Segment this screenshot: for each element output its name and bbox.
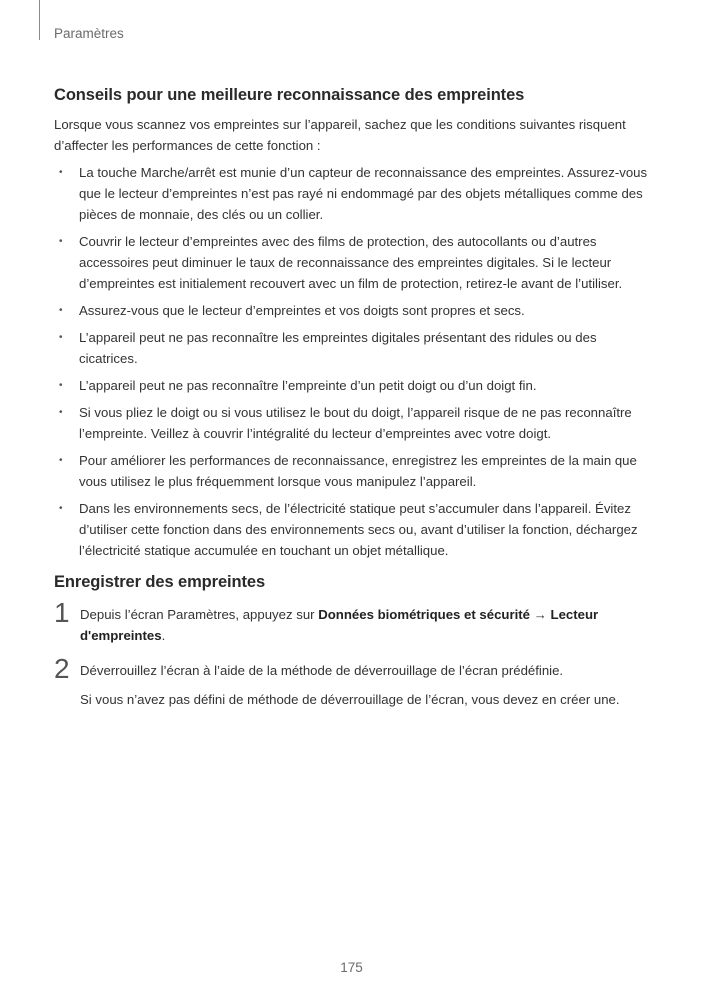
page-header-title: Paramètres: [54, 26, 124, 41]
register-section: [54, 573, 654, 710]
menu-path-biometrics: Données biométriques et sécurité: [318, 607, 531, 622]
bullet-icon: •: [59, 503, 63, 514]
list-item: • Assurez-vous que le lecteur d’empreintes et vos doigts sont propres et secs.: [54, 300, 654, 321]
step-1: [54, 597, 654, 646]
bullet-icon: •: [59, 455, 63, 466]
bullet-icon: •: [59, 407, 63, 418]
menu-path-fingerprint-reader: Lecteur d'empreintes: [80, 607, 599, 643]
bullet-icon: •: [59, 305, 63, 316]
bullet-icon: •: [59, 332, 63, 343]
step-2: [54, 653, 654, 710]
list-item: • La touche Marche/arrêt est munie d’un capteur de reconnaissance des empreintes. Assurez-vous que le lecteur d’empreintes n’est pas rayé ni endommagé par des objets métalliques comme des pièces de monnaie, des clés ou un collier.: [54, 162, 654, 225]
list-item: • L’appareil peut ne pas reconnaître les empreintes digitales présentant des ridules ou des cicatrices.: [54, 327, 654, 369]
header-rule: [39, 0, 40, 40]
section-title-tips: Conseils pour une meilleure reconnaissance des empreintes: [54, 86, 525, 104]
list-item: • Dans les environnements secs, de l’électricité statique peut s’accumuler dans l’appareil. Évitez d’utiliser cette fonction dans des environnements secs ou, avant d’utiliser la fonction, déchargez l’électricité statique accumulée en touchant un objet métallique.: [54, 498, 654, 561]
page-number: 175: [340, 960, 363, 975]
step-text: Déverrouillez l’écran à l’aide de la méthode de déverrouillage de l’écran prédéfinie.: [80, 663, 564, 678]
bullet-icon: •: [59, 236, 63, 247]
section-title-register: Enregistrer des empreintes: [54, 573, 266, 591]
step-subtext: Si vous n’avez pas défini de méthode de déverrouillage de l’écran, vous devez en créer une.: [80, 692, 620, 707]
arrow-icon: →: [530, 607, 551, 622]
list-item: • Si vous pliez le doigt ou si vous utilisez le bout du doigt, l’appareil risque de ne pas reconnaître l’empreinte. Veillez à couvrir l’intégralité du lecteur d’empreintes avec votre doigt.: [54, 402, 654, 444]
step-number: 2: [54, 653, 70, 684]
page-content: [54, 86, 654, 724]
tips-list: [54, 162, 654, 561]
bullet-icon: •: [59, 167, 63, 178]
list-item: • Couvrir le lecteur d’empreintes avec des films de protection, des autocollants ou d’autres accessoires peut diminuer le taux de reconnaissance des empreintes digitales. Si le lecteur d’empreintes est initialement recouvert avec un film de protection, retirez-le avant de l’utiliser.: [54, 231, 654, 294]
list-item: • L’appareil peut ne pas reconnaître l’empreinte d’un petit doigt ou d’un doigt fin.: [54, 375, 654, 396]
step-text: Depuis l’écran Paramètres, appuyez sur Données biométriques et sécurité → Lecteur d'empreintes.: [80, 607, 599, 643]
steps-list: [54, 597, 654, 710]
list-item: • Pour améliorer les performances de reconnaissance, enregistrez les empreintes de la main que vous utilisez le plus fréquemment lorsque vous manipulez l’appareil.: [54, 450, 654, 492]
bullet-icon: •: [59, 380, 63, 391]
intro-paragraph: Lorsque vous scannez vos empreintes sur l’appareil, sachez que les conditions suivantes risquent d’affecter les performances de cette fonction :: [54, 117, 626, 153]
step-number: 1: [54, 597, 70, 628]
